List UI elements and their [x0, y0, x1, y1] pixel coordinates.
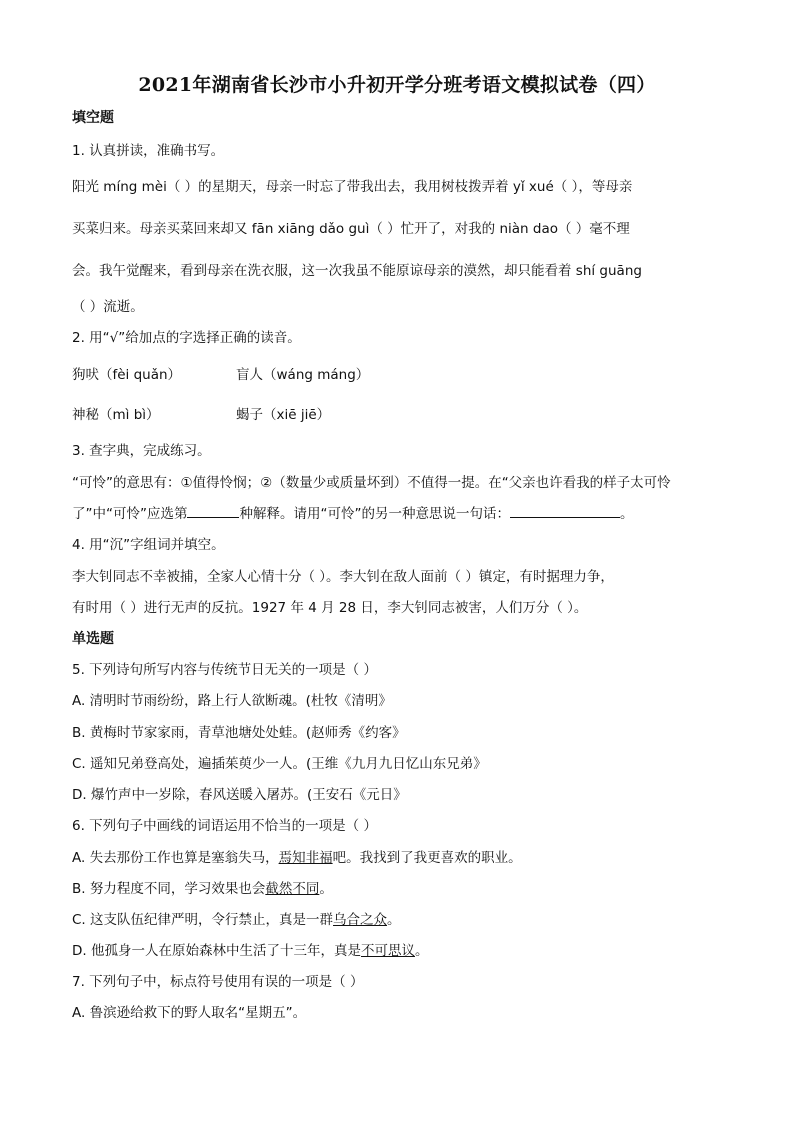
q4-stem: 4. 用“沉”字组词并填空。 [72, 537, 225, 553]
q3-line-2-part-b: 种解释。请用“可怜”的另一种意思说一句话： [239, 506, 510, 522]
q1-line-2: 买菜归来。母亲买菜回来却又 fān xiāng dǎo guì（ ）忙开了，对我的 niàn dao（ ）毫不理 [72, 221, 630, 237]
q2-item-b: 盲人（wáng máng） [236, 367, 370, 383]
q6-option-d[interactable] [72, 942, 428, 960]
q2-stem: 2. 用“√”给加点的字选择正确的读音。 [72, 330, 301, 346]
q2-item-d: 蝎子（xiē jiē） [236, 407, 331, 423]
q5-option-a[interactable]: A. 清明时节雨纷纷，路上行人欲断魂。(杜牧《清明》 [72, 693, 392, 709]
q6-d-underlined-term: 不可思议 [360, 943, 415, 959]
q1-line-1: 阳光 míng mèi（ ）的星期天，母亲一时忘了带我出去，我用树枝拨弄着 yǐ xué（ ），等母亲 [72, 179, 633, 195]
q6-c-text-pre: C. 这支队伍纪律严明，令行禁止，真是一群 [72, 912, 334, 928]
q2-item-c: 神秘（mì bì） [72, 407, 160, 423]
q5-option-d[interactable]: D. 爆竹声中一岁除，春风送暖入屠苏。(王安石《元日》 [72, 787, 407, 803]
q5-option-c[interactable]: C. 遥知兄弟登高处，遍插茱萸少一人。(王维《九月九日忆山东兄弟》 [72, 756, 487, 772]
q6-a-text-pre: A. 失去那份工作也算是塞翁失马， [72, 850, 279, 866]
q3-answer-blank-number[interactable] [187, 505, 239, 518]
q4-line-2: 有时用（ ）进行无声的反抗。1927 年 4 月 28 日，李大钊同志被害，人们万分（ ）。 [72, 600, 588, 616]
section-heading-single-choice: 单选题 [72, 631, 114, 647]
exam-title: 2021年湖南省长沙市小升初开学分班考语文模拟试卷（四） [138, 74, 656, 96]
section-heading-fill-in: 填空题 [72, 110, 114, 126]
q6-option-b[interactable] [72, 880, 333, 898]
q6-d-text-post: 。 [414, 943, 429, 959]
q6-stem: 6. 下列句子中画线的词语运用不恰当的一项是（ ） [72, 818, 377, 834]
q7-option-a[interactable]: A. 鲁滨逊给救下的野人取名“星期五”。 [72, 1005, 307, 1021]
q3-stem: 3. 查字典，完成练习。 [72, 443, 211, 459]
q6-option-a[interactable] [72, 849, 522, 867]
q6-b-text-post: 。 [319, 881, 333, 897]
q3-line-2-part-a: 了”中“可怜”应选第 [72, 506, 188, 522]
q6-c-underlined-term: 乌合之众 [333, 912, 388, 928]
q6-b-text-pre: B. 努力程度不同，学习效果也会 [72, 881, 266, 897]
q2-item-a: 狗吠（fèi quǎn） [72, 367, 182, 383]
q7-stem: 7. 下列句子中，标点符号使用有误的一项是（ ） [72, 974, 364, 990]
q6-d-text-pre: D. 他孤身一人在原始森林中生活了十三年，真是 [72, 943, 361, 959]
q6-a-text-post: 吧。我找到了我更喜欢的职业。 [332, 850, 522, 866]
q6-a-underlined-term: 焉知非福 [278, 850, 333, 866]
q5-option-b[interactable]: B. 黄梅时节家家雨，青草池塘处处蛙。(赵师秀《约客》 [72, 725, 406, 741]
q6-b-underlined-term: 截然不同 [265, 881, 320, 897]
q1-line-3: 会。我午觉醒来，看到母亲在洗衣服，这一次我虽不能原谅母亲的漠然，却只能看着 shí guāng [72, 263, 642, 279]
q3-line-1: “可怜”的意思有：①值得怜悯；②（数量少或质量坏到）不值得一提。在“父亲也许看我的样子太可怜 [72, 475, 671, 491]
q4-line-1: 李大钊同志不幸被捕，全家人心情十分（ ）。李大钊在敌人面前（ ）镇定，有时据理力争， [72, 569, 614, 585]
q3-answer-blank-sentence[interactable] [510, 505, 620, 518]
q3-line-2-part-c: 。 [619, 506, 634, 522]
q3-line-2 [72, 505, 633, 523]
q5-stem: 5. 下列诗句所写内容与传统节日无关的一项是（ ） [72, 662, 377, 678]
q6-c-text-post: 。 [387, 912, 401, 928]
q1-line-4: （ ）流逝。 [72, 299, 144, 315]
q1-stem: 1. 认真拼读，准确书写。 [72, 143, 225, 159]
q6-option-c[interactable] [72, 911, 401, 929]
